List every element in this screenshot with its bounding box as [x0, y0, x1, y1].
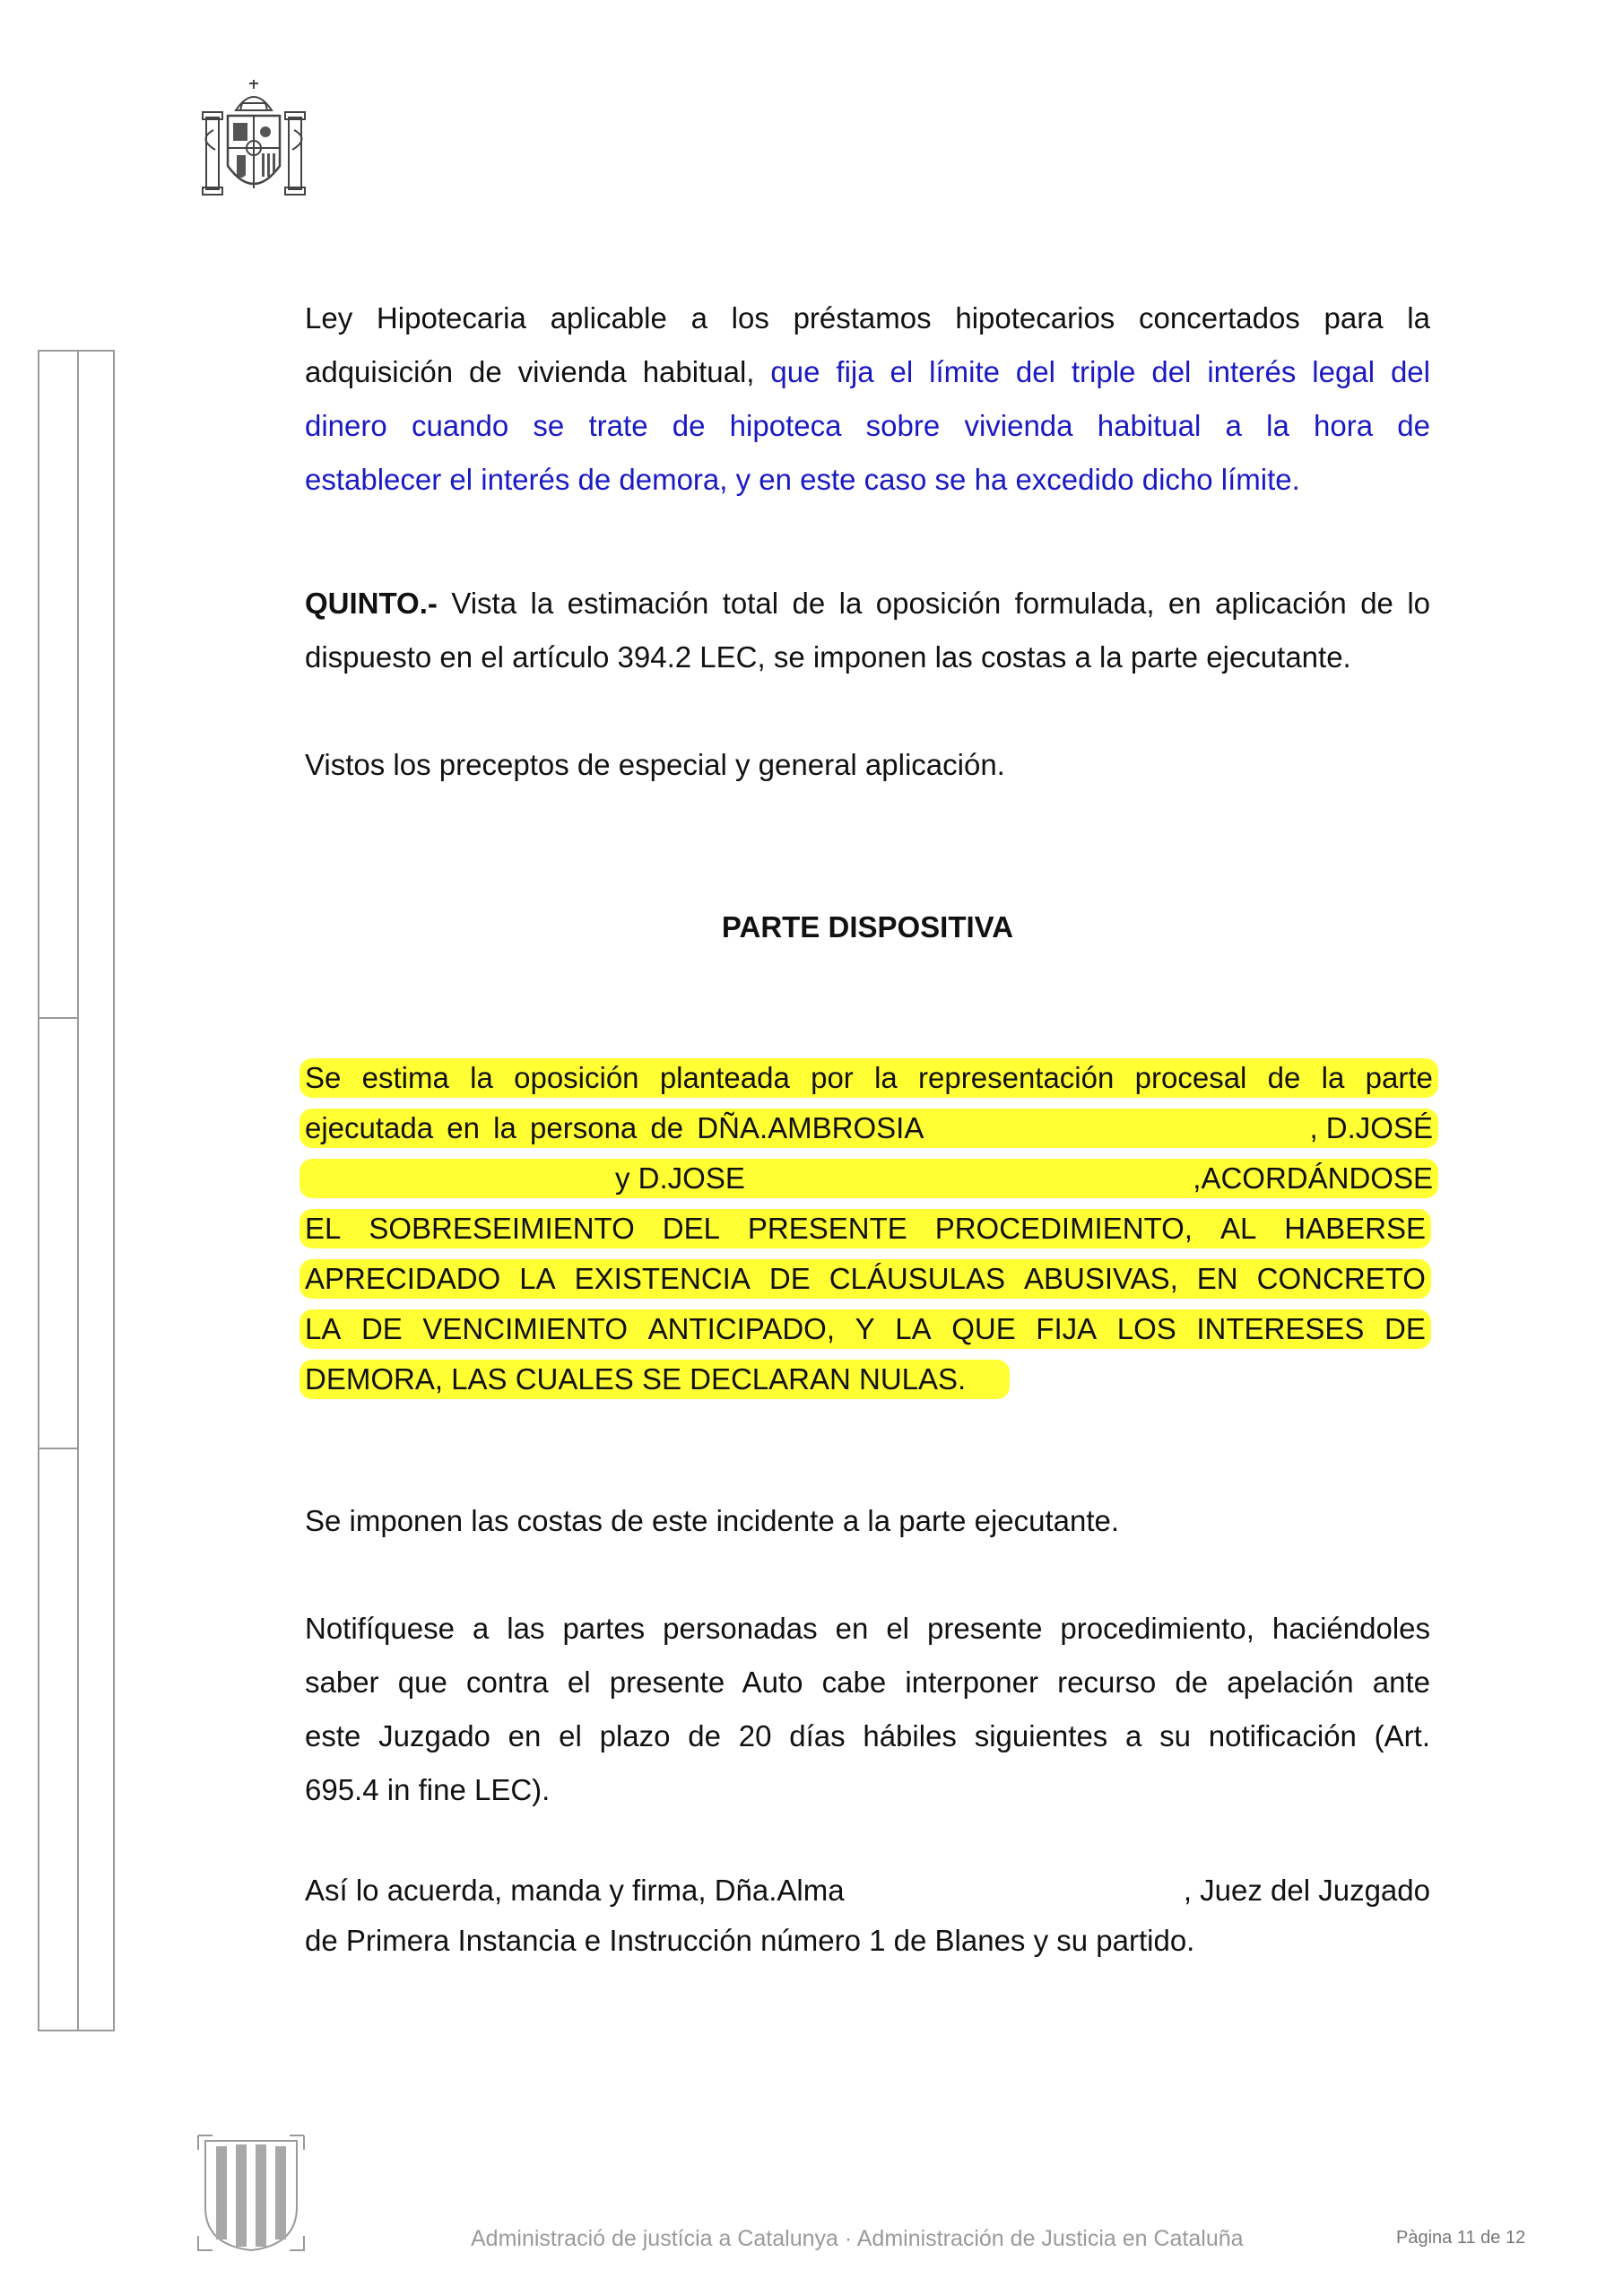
word: DE: [768, 1262, 811, 1295]
word: CLÁUSULAS: [829, 1262, 1005, 1295]
word: HABERSE: [1284, 1212, 1426, 1245]
word: DE: [360, 1312, 403, 1345]
margin-frame: [38, 350, 115, 2031]
paragraph-ley-hipotecaria: [305, 291, 1430, 507]
paragraph-costas: Se imponen las costas de este incidente a la parte ejecutante.: [305, 1504, 1120, 1537]
word: EL: [305, 1212, 342, 1245]
word: LA: [519, 1262, 556, 1295]
word: PRESENTE: [747, 1212, 907, 1245]
text-line: de Primera Instancia e Instrucción número 1 de Blanes y su partido.: [305, 1924, 1195, 1957]
word: la: [874, 1061, 898, 1094]
word: QUE: [951, 1312, 1016, 1345]
page-number: Pàgina 11 de 12: [1396, 2228, 1526, 2248]
dispositiva-line-4: [299, 1209, 1431, 1248]
dispositiva-line-3: y D.JOSE ,ACORDÁNDOSE: [299, 1159, 1438, 1198]
word: DE: [1384, 1312, 1426, 1345]
paragraph-firma: [305, 1866, 1430, 1966]
generalitat-shield-icon: [193, 2130, 309, 2256]
word: Se: [305, 1061, 342, 1094]
word: parte: [1365, 1061, 1433, 1094]
word: la: [470, 1061, 493, 1094]
word: planteada: [659, 1061, 790, 1094]
dispositiva-line-5: [299, 1259, 1431, 1299]
margin-divider: [77, 352, 79, 2030]
text-line: dispuesto en el artículo 394.2 LEC, se imponen las costas a la parte ejecutante.: [305, 640, 1351, 674]
word: PROCEDIMIENTO,: [934, 1212, 1193, 1245]
word: VENCIMIENTO: [422, 1312, 628, 1345]
word: APRECIDADO: [305, 1262, 501, 1295]
text-line: establecer el interés de demora, y en este caso se ha excedido dicho límite.: [305, 463, 1300, 496]
dispositiva-line-1: [299, 1058, 1438, 1098]
dispositiva-line-2: ejecutada en la persona de DÑA.AMBROSIA , D.JOSÉ: [299, 1109, 1438, 1148]
footer-text: Administració de justícia a Catalunya · Administración de Justicia en Cataluña: [471, 2226, 1244, 2251]
section-title: PARTE DISPOSITIVA: [721, 910, 1014, 944]
text-line: dinero cuando se trate de hipoteca sobre vivienda habitual a la hora de: [305, 409, 1430, 442]
text-line: saber que contra el presente Auto cabe interponer recurso de apelación ante: [305, 1665, 1430, 1699]
paragraph-quinto: [305, 577, 1430, 684]
word: CONCRETO: [1256, 1262, 1426, 1295]
dispositiva-line-6: [299, 1309, 1431, 1349]
coat-of-arms-spain-icon: [195, 76, 312, 202]
word: representación: [918, 1061, 1115, 1094]
word: INTERESES: [1196, 1312, 1365, 1345]
text-line: adquisición de vivienda habitual, que fija el límite del triple del interés legal del: [305, 355, 1430, 388]
word: EN: [1196, 1262, 1238, 1295]
word: procesal: [1134, 1061, 1247, 1094]
text-line: Notifíquese a las partes personadas en el presente procedimiento, haciéndoles: [305, 1612, 1430, 1645]
word: FIJA: [1036, 1312, 1098, 1345]
word: ANTICIPADO,: [647, 1312, 836, 1345]
text-line: Ley Hipotecaria aplicable a los préstamos hipotecarios concertados para la: [305, 301, 1430, 335]
text-line: 695.4 in fine LEC).: [305, 1773, 551, 1806]
word: DEL: [662, 1212, 720, 1245]
margin-tick: [39, 1448, 77, 1449]
paragraph-vistos: Vistos los preceptos de especial y general aplicación.: [305, 748, 1005, 781]
word: LA: [895, 1312, 932, 1345]
word: AL: [1219, 1212, 1257, 1245]
word: oposición: [514, 1061, 639, 1094]
word: LA: [305, 1312, 342, 1345]
text-line: este Juzgado en el plazo de 20 días hábiles siguientes a su notificación (Art.: [305, 1719, 1430, 1752]
word: LOS: [1116, 1312, 1176, 1345]
word: por: [811, 1061, 854, 1094]
word: SOBRESEIMIENTO: [369, 1212, 635, 1245]
word: ABUSIVAS,: [1023, 1262, 1178, 1295]
text-line: Así lo acuerda, manda y firma, Dña.Alma , Juez del Juzgado: [305, 1874, 1430, 1907]
text-line: QUINTO.- Vista la estimación total de la oposición formulada, en aplicación de lo: [305, 587, 1431, 620]
quinto-heading: QUINTO.-: [305, 587, 438, 620]
word: la: [1321, 1061, 1345, 1094]
word: de: [1267, 1061, 1301, 1094]
word: EXISTENCIA: [574, 1262, 751, 1295]
paragraph-notifiquese: [305, 1602, 1430, 1817]
dispositiva-line-7: DEMORA, LAS CUALES SE DECLARAN NULAS.: [299, 1360, 1010, 1399]
word: estima: [361, 1061, 449, 1094]
margin-tick: [39, 1017, 77, 1019]
word: Y: [855, 1312, 875, 1345]
